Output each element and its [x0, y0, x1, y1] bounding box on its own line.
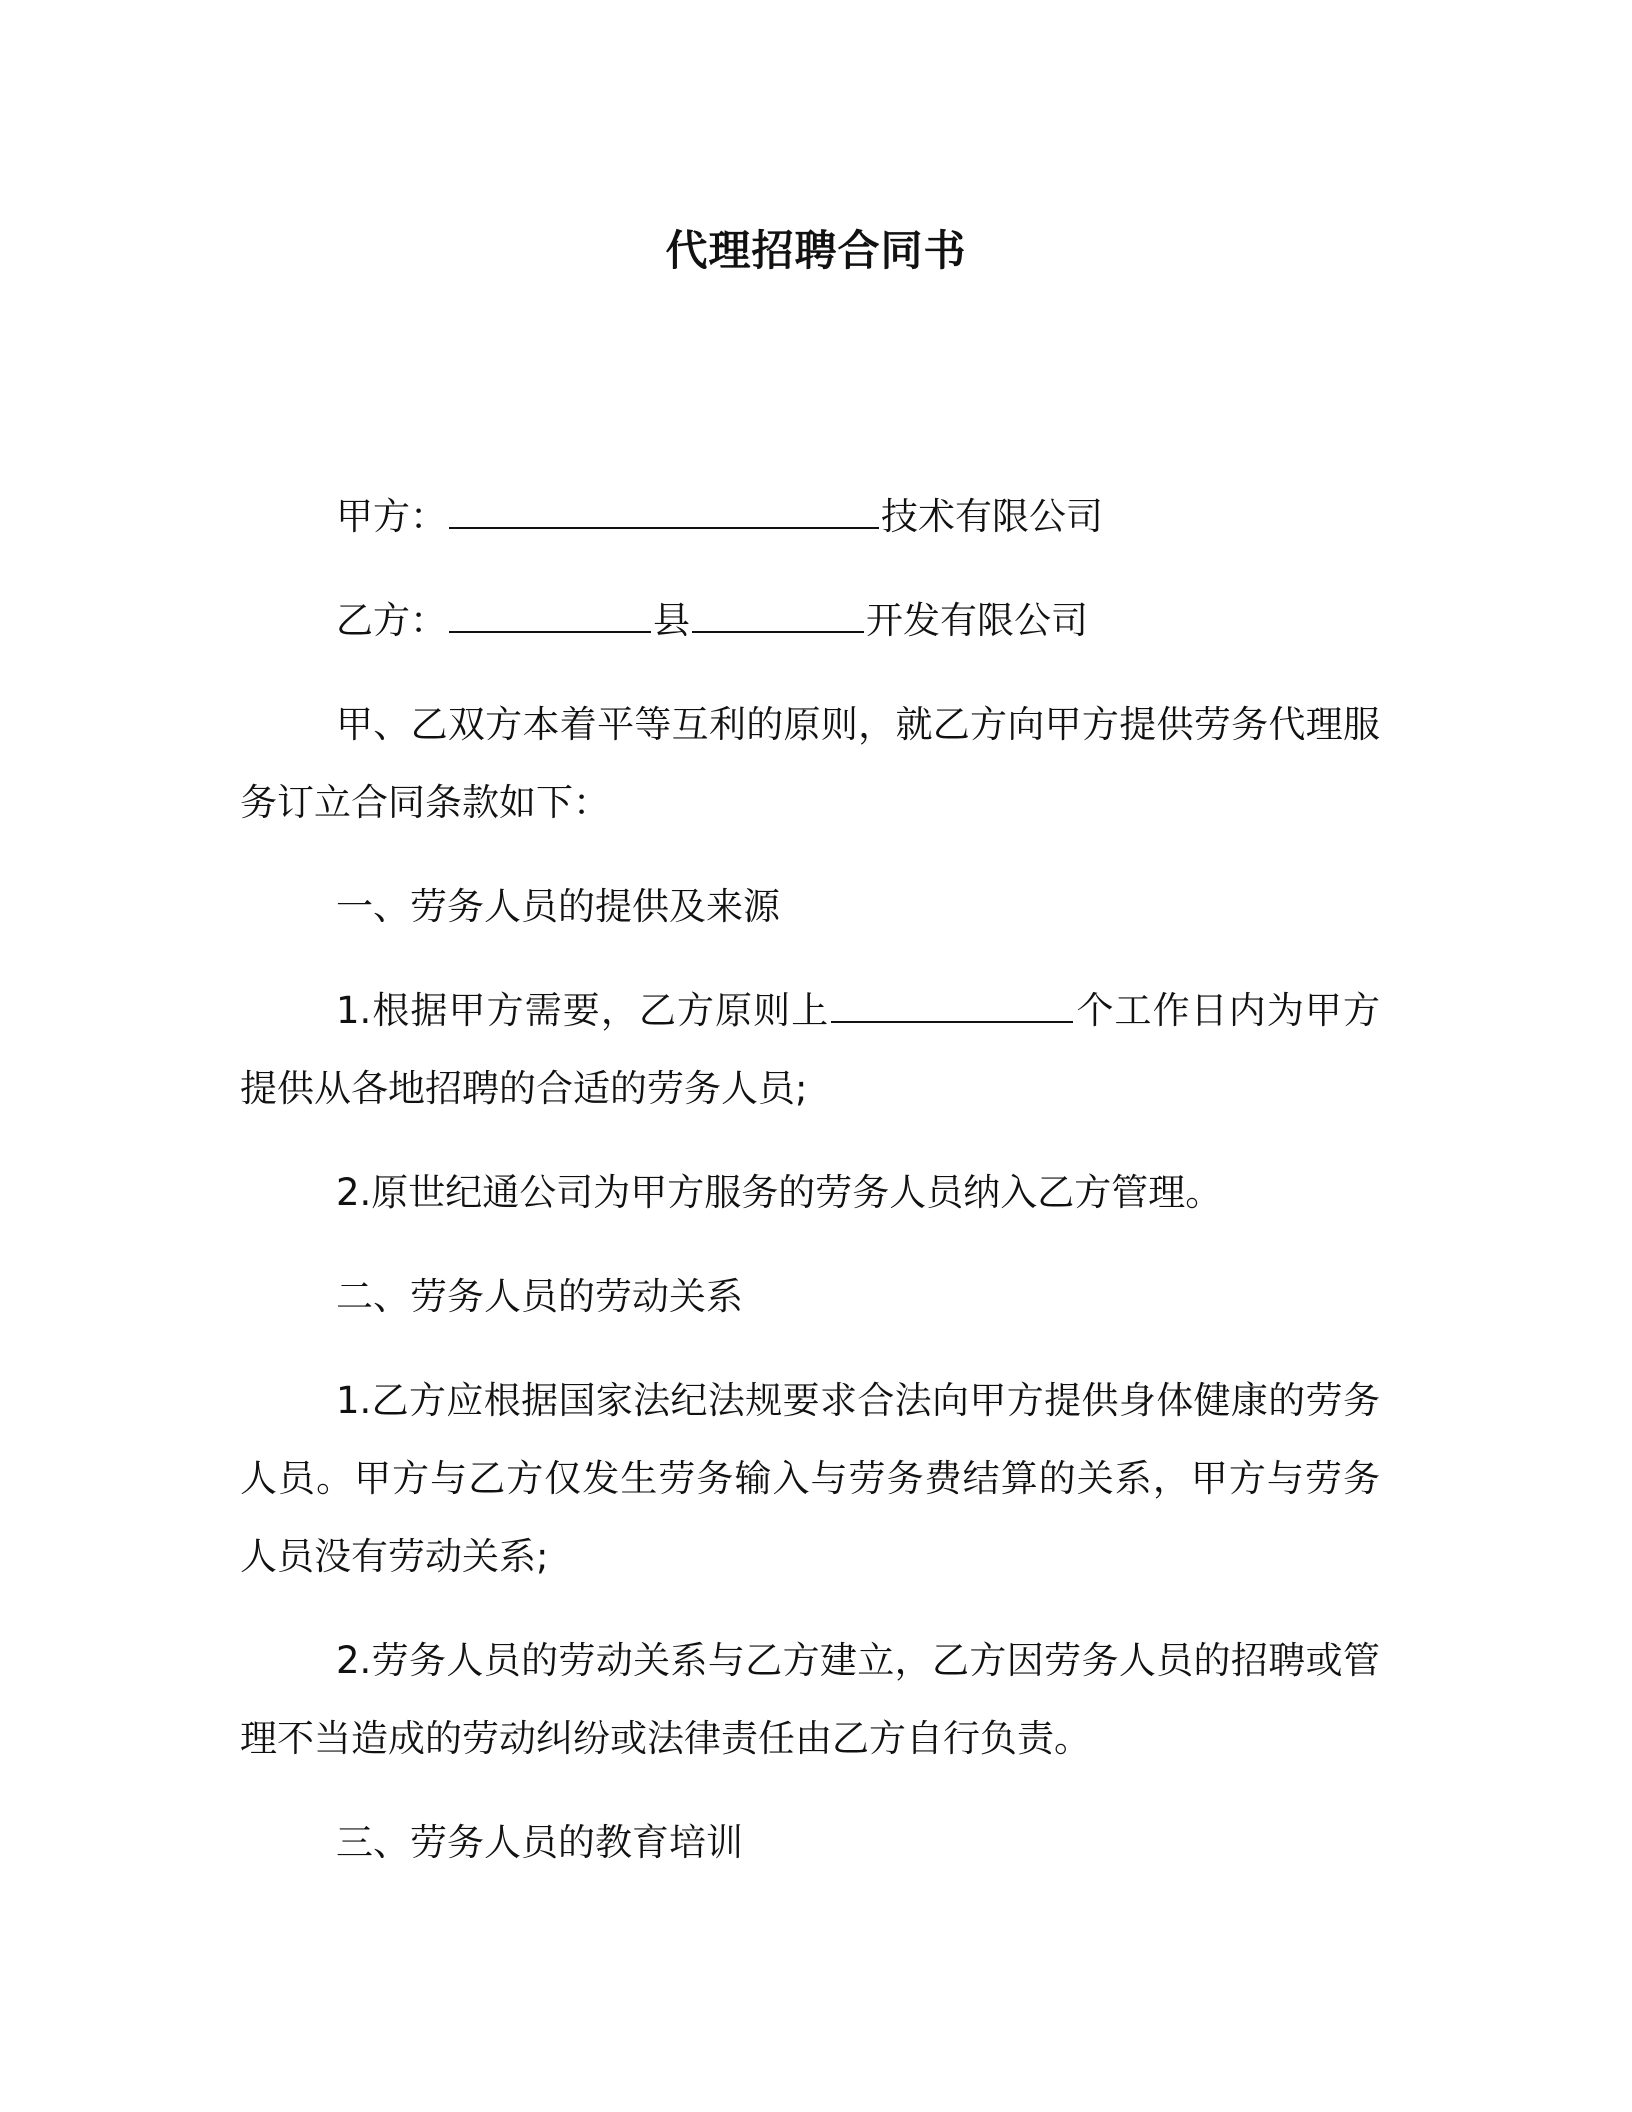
document-title: 代理招聘合同书: [665, 226, 967, 275]
section-2-heading: 二、劳务人员的劳动关系: [336, 1275, 743, 1318]
section-1-item-1: [240, 972, 1380, 1128]
party-b-label: 乙方：: [336, 599, 447, 642]
party-a-blank: [449, 494, 879, 529]
section-3-heading: 三、劳务人员的教育培训: [336, 1821, 743, 1864]
party-b-suffix: 开发有限公司: [866, 599, 1088, 642]
party-a-label: 甲方：: [336, 495, 447, 538]
party-b-blank-1: [449, 598, 651, 633]
section-1-heading: 一、劳务人员的提供及来源: [336, 885, 780, 928]
section-2-item-1: 1.乙方应根据国家法纪法规要求合法向甲方提供身体健康的劳务人员。甲方与乙方仅发生劳务输入与劳务费结算的关系，甲方与劳务人员没有劳动关系;: [240, 1379, 1380, 1578]
s1-item1-before: 1.根据甲方需要，乙方原则上: [336, 989, 830, 1032]
party-b-line: [240, 582, 1380, 660]
party-b-mid: 县: [653, 599, 690, 642]
party-a-suffix: 技术有限公司: [881, 495, 1103, 538]
section-2-item-2: 2.劳务人员的劳动关系与乙方建立，乙方因劳务人员的招聘或管理不当造成的劳动纠纷或法律责任由乙方自行负责。: [240, 1639, 1380, 1760]
section-1-item-2: 2.原世纪通公司为甲方服务的劳务人员纳入乙方管理。: [336, 1171, 1223, 1214]
intro-paragraph: 甲、乙双方本着平等互利的原则，就乙方向甲方提供劳务代理服务订立合同条款如下：: [240, 703, 1380, 824]
party-a-line: [240, 478, 1380, 556]
s1-item1-after: 个工作日内为甲方提供从各地招聘的合适的劳务人员;: [240, 989, 1381, 1110]
party-b-blank-2: [692, 598, 864, 633]
s1-item1-blank: [831, 988, 1073, 1023]
